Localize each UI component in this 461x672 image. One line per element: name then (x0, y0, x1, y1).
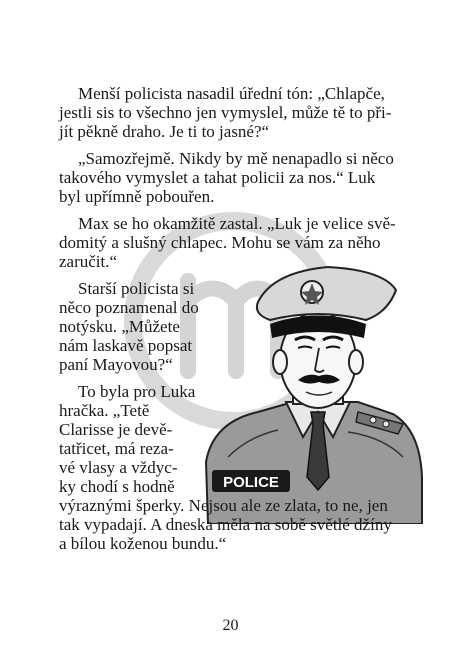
text-line: To byla pro Luka (78, 382, 196, 401)
text-line: ky chodí s hodně (59, 477, 175, 496)
text-line: tak vypadají. A dneska měla na sobě světlé džíny (59, 515, 392, 534)
text-line: Clarisse je devě- (59, 420, 173, 439)
text-line: Menší policista nasadil úřední tón: „Chlapče, (78, 84, 385, 103)
text-line: paní Mayovou?“ (59, 355, 173, 374)
text-line: byl upřímně pobouřen. (59, 187, 215, 206)
text-line: notýsku. „Můžete (59, 317, 180, 336)
text-line: jestli sis to všechno jen vymyslel, může tě to při- (59, 103, 392, 122)
text-line: tatřicet, má reza- (59, 439, 174, 458)
police-badge-text: POLICE (223, 474, 279, 491)
text-line: takového vymyslet a tahat policii za nos.“ Luk (59, 168, 376, 187)
text-line: hračka. „Tetě (59, 401, 150, 420)
text-line: a bílou koženou bundu.“ (59, 534, 227, 553)
text-line: výraznými šperky. Nejsou ale ze zlata, to ne, jen (59, 496, 388, 515)
text-line: nám laskavě popsat (59, 336, 193, 355)
page-number: 20 (222, 617, 239, 634)
text-line: domitý a slušný chlapec. Mohu se vám za něho (59, 233, 381, 252)
policeman-illustration (198, 262, 423, 524)
text-line: Starší policista si (78, 279, 195, 298)
text-line: vé vlasy a vždyc- (59, 458, 178, 477)
text-line: Max se ho okamžitě zastal. „Luk je velice svě- (78, 214, 396, 233)
text-line: zaručit.“ (59, 252, 118, 271)
text-line: jít pěkně draho. Je ti to jasné?“ (59, 122, 270, 141)
text-line: „Samozřejmě. Nikdy by mě nenapadlo si něco (78, 149, 394, 168)
text-line: něco poznamenal do (59, 298, 199, 317)
